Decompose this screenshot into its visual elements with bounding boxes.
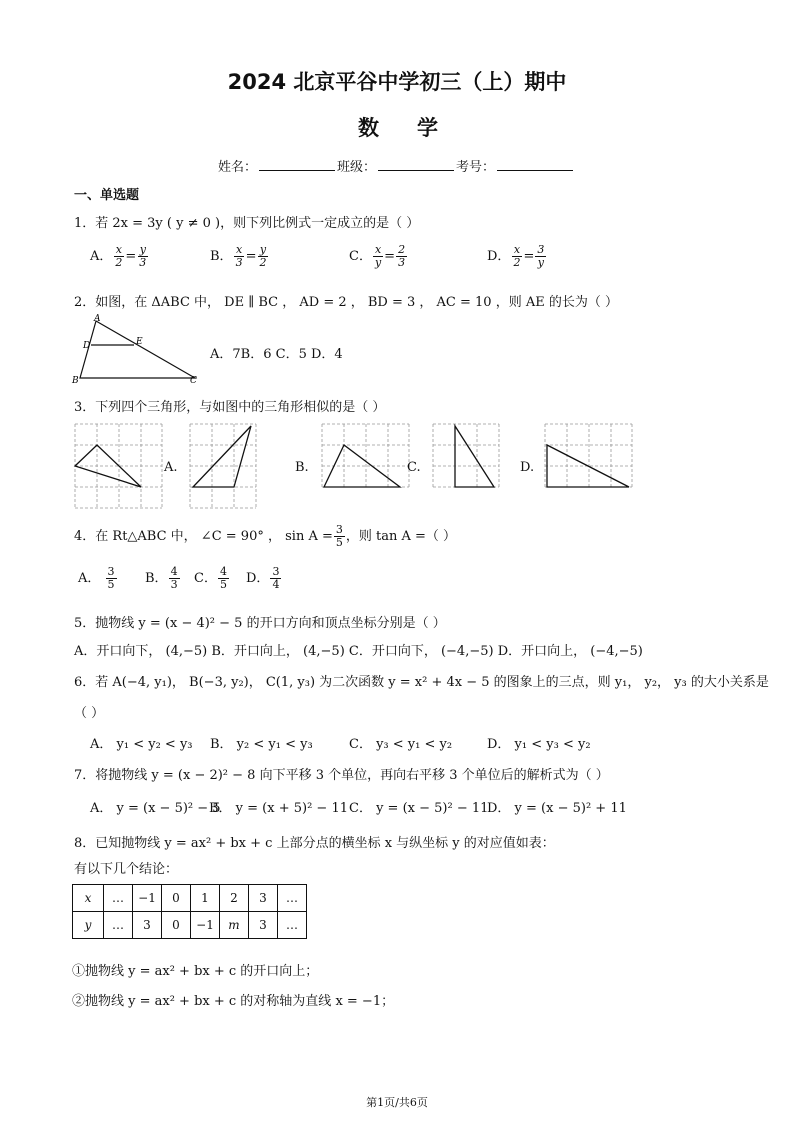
- table-cell: 3: [133, 912, 162, 939]
- value-table: [72, 884, 307, 939]
- q3-option-d-label[interactable]: D.: [520, 460, 535, 475]
- question-6-stem: 6．若 A(−4, y₁)， B(−3, y₂)， C(1, y₃) 为二次函数 y = x² + 4x − 5 的图象上的三点，则 y₁， y₂， y₃ 的大小关系是: [74, 675, 769, 690]
- option-a-triangle: [193, 426, 251, 487]
- table-row-y: [73, 912, 307, 939]
- q3-option-d-figure[interactable]: [545, 424, 633, 510]
- q6-option-c[interactable]: C． y₃ < y₁ < y₂: [349, 737, 453, 752]
- table-cell: 3: [249, 912, 278, 939]
- q4-option-a[interactable]: A． $\frac{3}{5}$: [78, 565, 115, 591]
- question-2-stem: 2．如图，在 ΔABC 中， DE ∥ BC ， AD = 2 ， BD = 3 ， AC = 10 ，则 AE 的长为（ ）: [74, 295, 618, 310]
- table-cell: y: [73, 912, 104, 939]
- question-1-stem: 1．若 2x = 3y ( y ≠ 0 )，则下列比例式一定成立的是（ ）: [74, 216, 420, 231]
- table-cell: 0: [162, 912, 191, 939]
- class-label: 班级：: [337, 160, 377, 175]
- q1-option-b[interactable]: B． $\frac{x}{3}$ = $\frac{y}{2}$: [210, 243, 267, 269]
- triangle-abc: [80, 321, 195, 378]
- q3-option-a-figure[interactable]: [190, 424, 258, 510]
- student-info-line: [218, 156, 575, 175]
- label-e: E: [136, 337, 143, 347]
- exam-no-blank[interactable]: [497, 158, 573, 171]
- q7-option-a[interactable]: A． y = (x − 5)² − 5: [90, 801, 221, 816]
- question-8-sub: 有以下几个结论：: [74, 862, 179, 877]
- q6-option-a[interactable]: A． y₁ < y₂ < y₃: [90, 737, 193, 752]
- q7-option-c[interactable]: C． y = (x − 5)² − 11: [349, 801, 489, 816]
- q6-option-b[interactable]: B． y₂ < y₁ < y₃: [210, 737, 313, 752]
- table-cell: …: [278, 912, 307, 939]
- section-heading: 一、单选题: [74, 188, 140, 203]
- table-cell: 3: [249, 885, 278, 912]
- subject-title: 数学: [358, 116, 476, 140]
- conclusion-1: ①抛物线 y = ax² + bx + c 的开口向上；: [72, 964, 319, 979]
- question-6-stem-cont: （ ）: [74, 706, 105, 721]
- table-cell: 0: [162, 885, 191, 912]
- table-cell: x: [73, 885, 104, 912]
- name-blank[interactable]: [259, 158, 335, 171]
- table-cell: 2: [220, 885, 249, 912]
- q1-option-d[interactable]: D． $\frac{x}{2}$ = $\frac{3}{y}$: [487, 243, 545, 269]
- q1-option-c[interactable]: C． $\frac{x}{y}$ = $\frac{2}{3}$: [349, 243, 406, 269]
- question-8-stem: 8．已知抛物线 y = ax² + bx + c 上部分点的横坐标 x 与纵坐标 y 的对应值如表：: [74, 836, 555, 851]
- table-cell: …: [104, 912, 133, 939]
- table-row-x: [73, 885, 307, 912]
- q4-option-c[interactable]: C． $\frac{4}{5}$: [194, 565, 227, 591]
- table-cell: −1: [191, 912, 220, 939]
- triangle-abc-figure: [70, 316, 205, 386]
- question-7-stem: 7．将抛物线 y = (x − 2)² − 8 向下平移 3 个单位，再向右平移 3 个单位后的解析式为（ ）: [74, 768, 609, 783]
- exam-no-label: 考号：: [456, 160, 496, 175]
- question-5-stem: 5．抛物线 y = (x − 4)² − 5 的开口方向和顶点坐标分别是（ ）: [74, 616, 446, 631]
- class-blank[interactable]: [378, 158, 454, 171]
- q4-option-b[interactable]: B． $\frac{4}{3}$: [145, 565, 178, 591]
- label-c: C: [190, 376, 197, 386]
- table-cell: −1: [133, 885, 162, 912]
- q2-options[interactable]: A．7B．6 C．5 D．4: [210, 347, 343, 362]
- table-cell: m: [220, 912, 249, 939]
- table-cell: 1: [191, 885, 220, 912]
- q4-option-d[interactable]: D． $\frac{3}{4}$: [246, 565, 280, 591]
- table-cell: …: [278, 885, 307, 912]
- conclusion-2: ②抛物线 y = ax² + bx + c 的对称轴为直线 x = −1；: [72, 994, 395, 1009]
- option-c-triangle: [455, 426, 494, 487]
- label-d: D: [83, 341, 91, 351]
- q3-option-c-label[interactable]: C.: [407, 460, 421, 475]
- page-title: 2024 北京平谷中学初三（上）期中: [227, 70, 567, 94]
- name-label: 姓名：: [218, 160, 258, 175]
- table-cell: …: [104, 885, 133, 912]
- label-b: B: [72, 376, 79, 386]
- label-a: A: [94, 314, 101, 324]
- q1-option-a[interactable]: A． $\frac{x}{2}$ = $\frac{y}{3}$: [90, 243, 147, 269]
- page-footer: 第1页/共6页: [366, 1096, 428, 1109]
- q7-option-b[interactable]: B． y = (x + 5)² − 11: [209, 801, 349, 816]
- q3-option-b-figure[interactable]: [322, 424, 410, 510]
- q3-option-a-label[interactable]: A.: [164, 460, 178, 475]
- q5-options[interactable]: A．开口向下， (4,−5) B．开口向上， (4,−5) C．开口向下， (−4,−5) D．开口向上， (−4,−5): [74, 644, 643, 659]
- q3-option-c-figure[interactable]: [433, 424, 501, 510]
- q6-option-d[interactable]: D． y₁ < y₃ < y₂: [487, 737, 591, 752]
- question-3-stem: 3．下列四个三角形，与如图中的三角形相似的是（ ）: [74, 400, 386, 415]
- q7-option-d[interactable]: D． y = (x − 5)² + 11: [487, 801, 627, 816]
- q3-option-b-label[interactable]: B.: [295, 460, 309, 475]
- q3-reference-figure: [75, 424, 163, 510]
- question-4-stem: 4．在 Rt△ABC 中， ∠C = 90° ， sin A = $\frac{3}{5}$ ，则 tan A =（ ）: [74, 523, 457, 549]
